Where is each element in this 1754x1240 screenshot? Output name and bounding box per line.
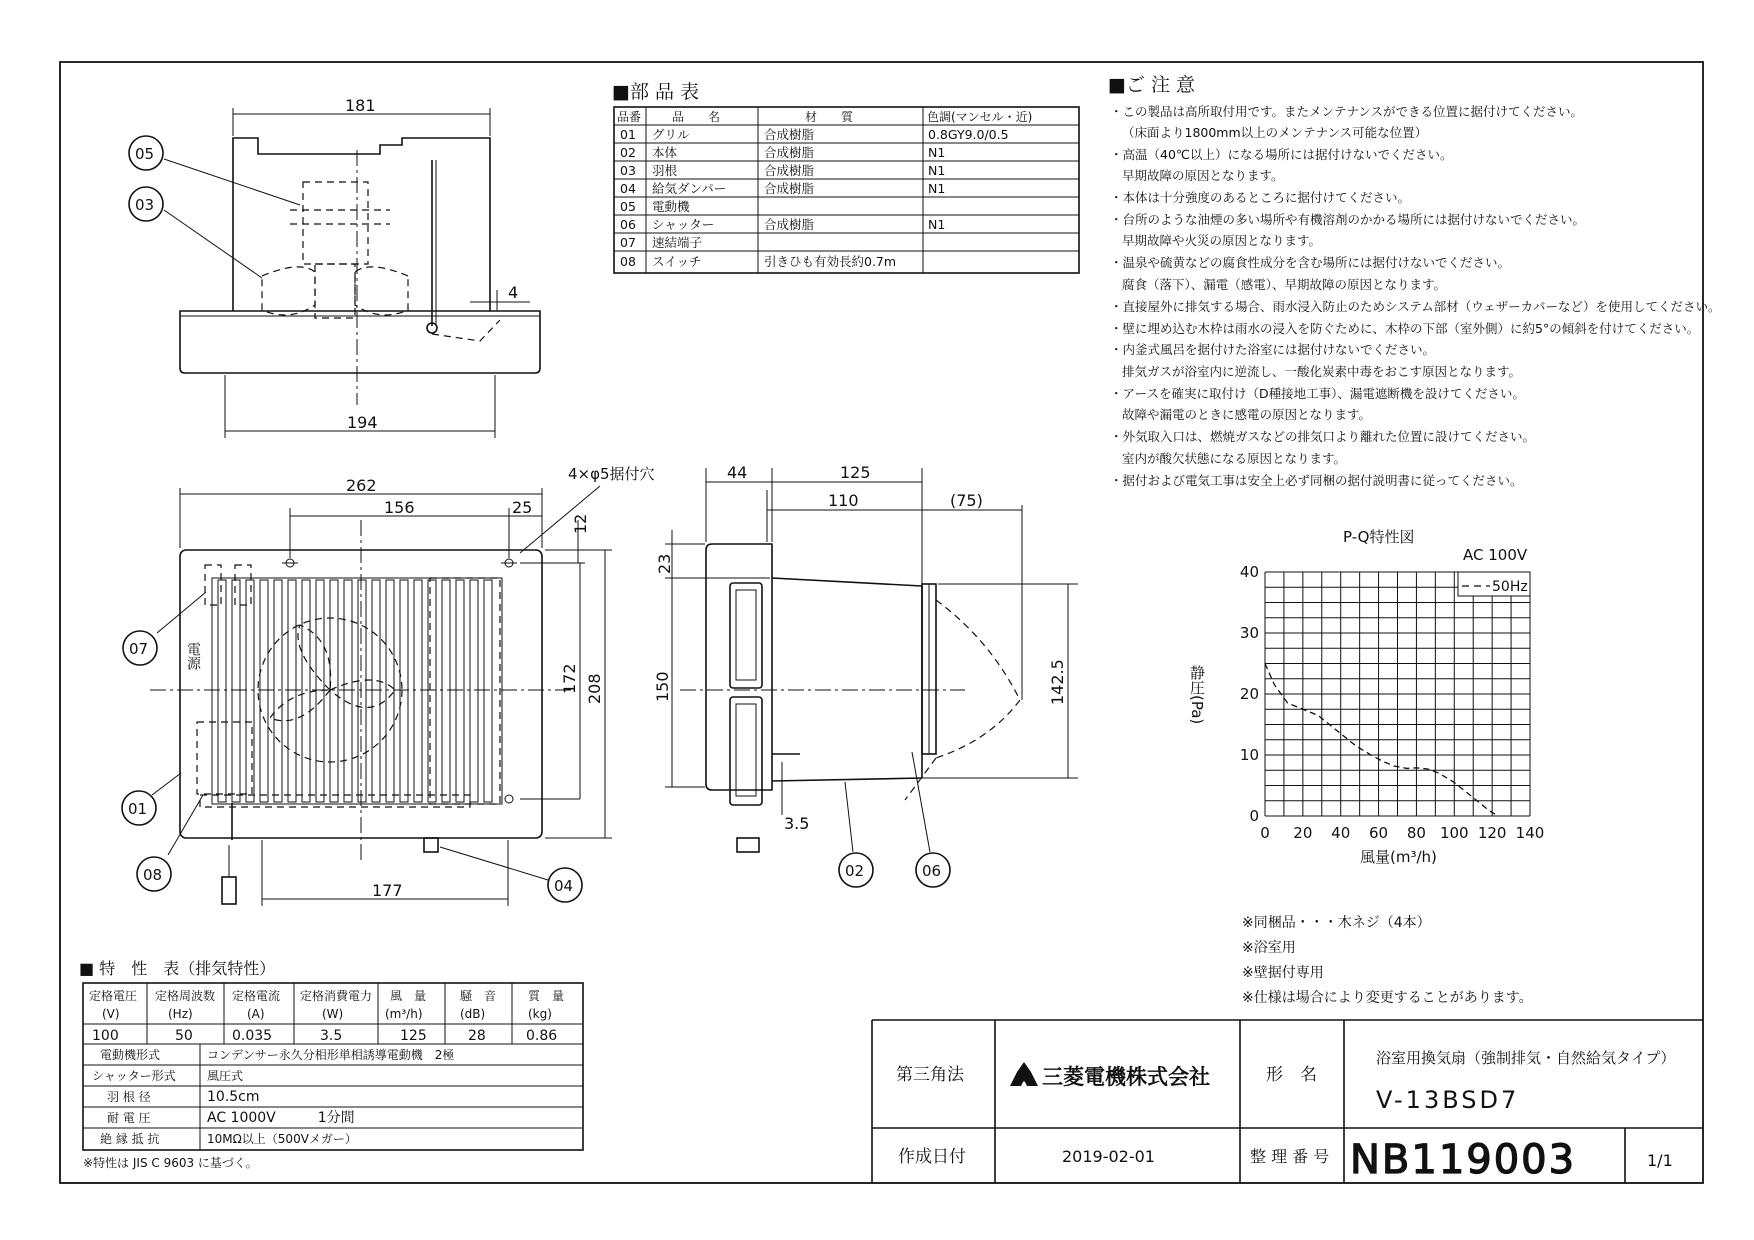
x-tick-label: 100	[1439, 824, 1469, 842]
chart-y-ticks	[1240, 563, 1259, 825]
dim-142-5: 142.5	[1048, 659, 1067, 705]
parts-color: N1	[928, 163, 946, 178]
spec-header: 定格電流	[232, 989, 281, 1003]
y-tick-label: 30	[1239, 624, 1259, 642]
parts-name: 速結端子	[652, 235, 703, 250]
spec-header: 定格電圧	[89, 989, 138, 1003]
parts-row	[620, 181, 945, 196]
parts-row	[620, 163, 945, 178]
accessory-line: ※壁据付専用	[1242, 965, 1324, 981]
dim-125: 125	[840, 463, 871, 482]
spec-value: 28	[468, 1028, 486, 1044]
note-line: 排気ガスが浴室内に逆流し、一酸化炭素中毒をおこす原因となります。	[1122, 364, 1522, 379]
x-tick-label: 120	[1477, 824, 1507, 842]
chart-legend-label: 50Hz	[1492, 579, 1528, 595]
parts-material: 合成樹脂	[764, 145, 815, 160]
parts-row	[620, 235, 702, 250]
accessory-line: ※仕様は場合により変更することがあります。	[1242, 990, 1533, 1006]
spec-table-title: ■ 特 性 表（排気特性）	[79, 959, 276, 978]
spec-header-unit: (kg)	[528, 1007, 552, 1021]
note-line: ・アースを確実に取付け（D種接地工事）、漏電遮断機を設けてください。	[1110, 386, 1525, 401]
parts-material: 合成樹脂	[764, 163, 815, 178]
dim-208: 208	[585, 673, 604, 704]
title-block	[872, 1020, 1703, 1183]
y-tick-label: 40	[1239, 563, 1259, 581]
x-tick-label: 60	[1369, 824, 1389, 842]
bubble-label: 07	[129, 640, 149, 658]
company-logo-icon	[1010, 1062, 1038, 1086]
top-view	[180, 96, 540, 438]
spec-header-unit: (dB)	[460, 1007, 486, 1021]
parts-name: 電動機	[652, 199, 690, 214]
parts-name: 本体	[652, 145, 678, 160]
model-description: 浴室用換気扇（強制排気・自然給気タイプ）	[1376, 1049, 1676, 1067]
parts-no: 02	[620, 145, 636, 160]
bubble-label: 06	[922, 862, 942, 880]
chart-title: P-Q特性図	[1343, 528, 1415, 546]
parts-no: 05	[620, 199, 636, 214]
spec-header: 定格消費電力	[300, 989, 373, 1003]
chart-grid	[1265, 572, 1530, 816]
note-line: ・据付および電気工事は安全上必ず同梱の据付説明書に従ってください。	[1110, 473, 1523, 488]
dim-23: 23	[655, 553, 674, 574]
spec-row-value: 風圧式	[207, 1069, 244, 1083]
parts-table-title: ■部 品 表	[612, 81, 700, 103]
dim-177: 177	[372, 881, 403, 900]
spec-value: 125	[400, 1028, 427, 1044]
dim-25: 25	[512, 498, 533, 517]
spec-table	[79, 959, 583, 1170]
bubble-label: 03	[135, 196, 155, 214]
spec-header: 質 量	[528, 989, 565, 1003]
bubble-label: 01	[128, 800, 148, 818]
spec-header-unit: (m³/h)	[385, 1007, 423, 1021]
date-label: 作成日付	[898, 1147, 966, 1167]
model-number: V-13BSD7	[1376, 1086, 1520, 1114]
parts-color: N1	[928, 145, 946, 160]
y-tick-label: 0	[1249, 807, 1259, 825]
parts-no: 07	[620, 235, 636, 250]
spec-value: 0.86	[526, 1028, 558, 1044]
dim-4: 4	[508, 283, 519, 302]
pq-chart	[1188, 528, 1544, 866]
parts-row	[620, 145, 945, 160]
note-line: ・温泉や硫黄などの腐食性成分を含む場所には据付けないでください。	[1110, 255, 1511, 270]
note-line: ・内釜式風呂を据付けた浴室には据付けないでください。	[1110, 342, 1436, 357]
parts-material: 合成樹脂	[764, 181, 815, 196]
parts-header-color: 色調(マンセル・近)	[927, 110, 1033, 124]
spec-value: 100	[92, 1028, 119, 1044]
dim-150: 150	[653, 671, 672, 702]
x-tick-label: 80	[1406, 824, 1426, 842]
spec-row-value: 10MΩ以上（500Vメガー）	[207, 1132, 357, 1146]
note-line: ・台所のような油煙の多い場所や有機溶剤のかかる場所には据付けないでください。	[1110, 212, 1586, 227]
parts-header-name: 品 名	[672, 110, 721, 124]
dim-110: 110	[828, 491, 859, 510]
y-tick-label: 10	[1239, 746, 1259, 764]
dim-44: 44	[727, 463, 748, 482]
spec-header: 風 量	[390, 989, 427, 1003]
company-name: 三菱電機株式会社	[1042, 1065, 1210, 1089]
note-line: ・高温（40℃以上）になる場所には据付けないでください。	[1110, 147, 1453, 162]
parts-name: グリル	[652, 127, 690, 142]
parts-material: 合成樹脂	[764, 127, 815, 142]
note-line: 腐食（落下）、漏電（感電）、早期故障の原因となります。	[1122, 277, 1447, 292]
doc-number: NB119003	[1350, 1137, 1577, 1183]
parts-no: 03	[620, 163, 636, 178]
model-label: 形 名	[1266, 1065, 1317, 1085]
caution-notes	[1108, 74, 1721, 488]
dim-12: 12	[571, 513, 590, 534]
sheet-number: 1/1	[1647, 1151, 1673, 1170]
power-label: 電源	[185, 642, 201, 670]
parts-material: 引きひも有効長約0.7m	[764, 254, 897, 269]
chart-subtitle: AC 100V	[1463, 546, 1528, 564]
spec-value: 0.035	[232, 1028, 273, 1044]
note-line: 早期故障の原因となります。	[1122, 168, 1284, 183]
note-line: （床面より1800mm以上のメンテナンス可能な位置）	[1122, 125, 1428, 140]
dim-194: 194	[347, 413, 378, 432]
spec-header: 定格周波数	[155, 989, 216, 1003]
doc-number-label: 整 理 番 号	[1250, 1147, 1330, 1166]
parts-no: 06	[620, 217, 636, 232]
accessory-line: ※同梱品・・・木ネジ（4本）	[1242, 915, 1431, 931]
note-line: ・直接屋外に排気する場合、雨水浸入防止のためシステム部材（ウェザーカバーなど）を使用してください。	[1110, 299, 1721, 314]
spec-row-label: 耐 電 圧	[107, 1111, 151, 1125]
spec-header-unit: (Hz)	[168, 1007, 193, 1021]
chart-xlabel: 風量(m³/h)	[1360, 848, 1437, 866]
parts-name: シャッター	[652, 217, 715, 232]
parts-color: 0.8GY9.0/0.5	[928, 127, 1009, 142]
parts-no: 08	[620, 254, 636, 269]
note-line: ・この製品は高所取付用です。またメンテナンスができる位置に据付けてください。	[1110, 104, 1584, 119]
parts-header-no: 品番	[617, 110, 642, 124]
dim-262: 262	[346, 476, 377, 495]
spec-row-label: シャッター形式	[92, 1069, 176, 1083]
parts-name: スイッチ	[652, 254, 702, 269]
spec-row-value: AC 1000V 1分間	[207, 1110, 355, 1126]
spec-header: 騒 音	[460, 989, 497, 1003]
date-value: 2019-02-01	[1062, 1147, 1155, 1166]
bubble-label: 02	[845, 862, 865, 880]
spec-note: ※特性は JIS C 9603 に基づく。	[83, 1156, 258, 1170]
note-line: 故障や漏電のときに感電の原因となります。	[1122, 407, 1372, 422]
parts-name: 羽根	[652, 163, 678, 178]
note-line: ・本体は十分強度のあるところに据付けてください。	[1110, 190, 1411, 205]
note-line: ・壁に埋め込む木枠は雨水の浸入を防ぐために、木枠の下部（室外側）に約5°の傾斜を付けてください。	[1110, 321, 1700, 336]
dim-181: 181	[345, 96, 376, 115]
x-tick-label: 20	[1293, 824, 1313, 842]
parts-name: 給気ダンパー	[652, 181, 727, 196]
hole-label: 4×φ5据付穴	[568, 465, 655, 483]
parts-color: N1	[928, 217, 946, 232]
grille-louvers	[218, 580, 492, 802]
parts-table	[612, 81, 1079, 273]
chart-ylabel: 静圧(Pa)	[1188, 665, 1206, 725]
spec-row-label: 羽 根 径	[107, 1090, 151, 1104]
parts-material: 合成樹脂	[764, 217, 815, 232]
parts-row	[620, 199, 690, 214]
y-tick-label: 20	[1239, 685, 1259, 703]
chart-x-ticks	[1260, 824, 1544, 842]
accessory-line: ※浴室用	[1242, 940, 1296, 956]
spec-row-label: 絶 縁 抵 抗	[100, 1132, 160, 1146]
note-line: 早期故障や火災の原因となります。	[1122, 233, 1322, 248]
x-tick-label: 0	[1260, 824, 1270, 842]
spec-row-value: コンデンサー永久分相形単相誘導電動機 2極	[207, 1048, 455, 1062]
accessory-notes	[1242, 914, 1533, 1006]
dim-156: 156	[384, 498, 415, 517]
x-tick-label: 40	[1331, 824, 1351, 842]
dim-3-5: 3.5	[784, 814, 810, 833]
spec-header-unit: (V)	[102, 1007, 120, 1021]
parts-no: 04	[620, 181, 636, 196]
parts-row	[620, 217, 945, 232]
dim-75: (75)	[950, 491, 983, 510]
notes-title: ■ご 注 意	[1108, 74, 1196, 96]
spec-value: 50	[175, 1028, 193, 1044]
note-line: ・外気取入口は、燃焼ガスなどの排気口より離れた位置に設けてください。	[1110, 429, 1536, 444]
parts-color: N1	[928, 181, 946, 196]
dim-172: 172	[560, 663, 579, 694]
parts-no: 01	[620, 127, 636, 142]
bubble-label: 08	[143, 866, 163, 884]
x-tick-label: 140	[1515, 824, 1545, 842]
spec-row-label: 電動機形式	[100, 1048, 161, 1062]
spec-header-unit: (W)	[322, 1007, 344, 1021]
note-line: 室内が酸欠状態になる原因となります。	[1122, 451, 1347, 466]
spec-value: 3.5	[320, 1028, 343, 1044]
parts-row	[620, 127, 1009, 142]
bubble-label: 04	[554, 877, 574, 895]
spec-header-unit: (A)	[247, 1007, 265, 1021]
front-view	[150, 465, 655, 906]
parts-header-material: 材 質	[805, 110, 854, 124]
spec-row-value: 10.5cm	[207, 1089, 260, 1105]
bubble-label: 05	[135, 145, 155, 163]
projection-label: 第三角法	[896, 1065, 964, 1085]
side-view	[653, 463, 1078, 852]
